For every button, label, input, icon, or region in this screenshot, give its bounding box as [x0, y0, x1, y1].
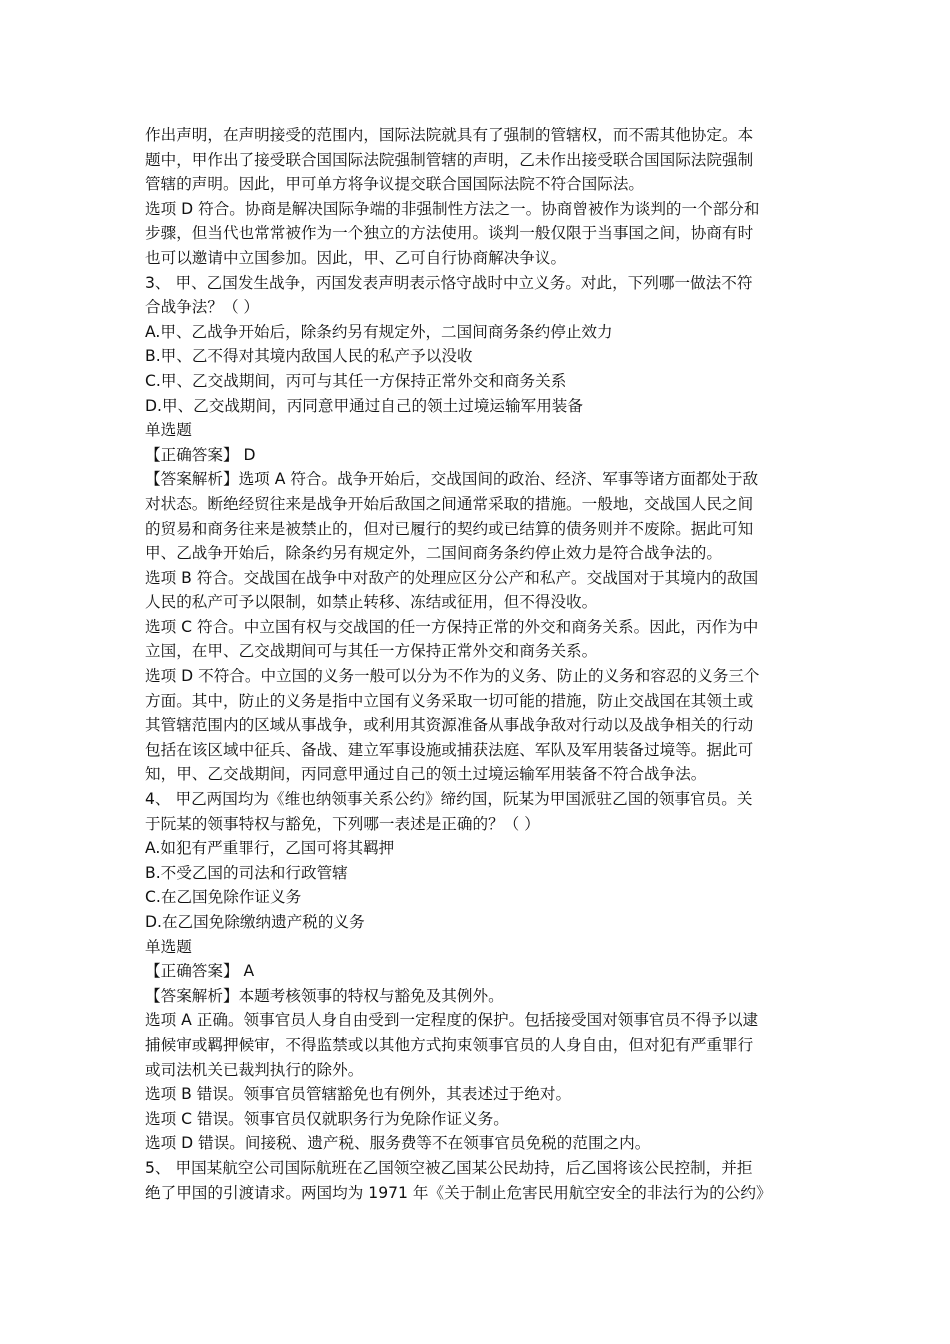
option-a: A.甲、乙战争开始后，除条约另有规定外，二国间商务条约停止效力 — [145, 322, 613, 341]
question-stem: 合战争法？（ ） — [145, 298, 260, 317]
correct-answer: 【正确答案】 A — [145, 962, 255, 981]
text-line: 也可以邀请中立国参加。因此，甲、乙可自行协商解决争议。 — [145, 248, 567, 267]
text-line: 作出声明，在声明接受的范围内，国际法院就具有了强制的管辖权，而不需其他协定。本 — [145, 126, 754, 144]
question-stem: 于阮某的领事特权与豁免，下列哪一表述是正确的？（ ） — [145, 814, 540, 833]
text-line: 包括在该区域中征兵、备战、建立军事设施或捕获法庭、军队及军用装备过境等。据此可 — [145, 740, 754, 759]
option-d: D.甲、乙交战期间，丙同意甲通过自己的领土过境运输军用装备 — [145, 396, 583, 415]
correct-answer: 【正确答案】 D — [145, 445, 256, 464]
question-stem: 3、 甲、乙国发生战争，丙国发表声明表示恪守战时中立义务。对此，下列哪一做法不符 — [145, 273, 753, 292]
option-d: D.在乙国免除缴纳遗产税的义务 — [145, 913, 365, 931]
answer-explanation: 【答案解析】选项 A 符合。战争开始后，交战国间的政治、经济、军事等诸方面都处于敌 — [145, 470, 759, 489]
text-line: 的贸易和商务往来是被禁止的，但对已履行的契约或已结算的债务则并不废除。据此可知 — [145, 519, 754, 538]
text-line: 选项 D 符合。协商是解决国际争端的非强制性方法之一。协商曾被作为谈判的一个部分和 — [145, 199, 760, 218]
text-line: 选项 A 正确。领事官员人身自由受到一定程度的保护。包括接受国对领事官员不得予以逮 — [145, 1011, 759, 1030]
question-type: 单选题 — [145, 421, 192, 440]
question-stem: 绝了甲国的引渡请求。两国均为 1971 年《关于制止危害民用航空安全的非法行为的公约》 — [145, 1183, 772, 1202]
text-line: 其管辖范围内的区域从事战争，或利用其资源准备从事战争敌对行动以及战争相关的行动 — [145, 716, 754, 735]
text-line: 选项 B 错误。领事官员管辖豁免也有例外，其表述过于绝对。 — [145, 1085, 572, 1104]
document-body — [145, 123, 810, 1205]
option-c: C.在乙国免除作证义务 — [145, 888, 302, 907]
text-line: 方面。其中，防止的义务是指中立国有义务采取一切可能的措施，防止交战国在其领土或 — [145, 691, 754, 710]
option-b: B.甲、乙不得对其境内敌国人民的私产予以没收 — [145, 347, 473, 366]
answer-explanation: 【答案解析】本题考核领事的特权与豁免及其例外。 — [145, 986, 504, 1005]
option-b: B.不受乙国的司法和行政管辖 — [145, 863, 348, 882]
text-line: 知，甲、乙交战期间，丙同意甲通过自己的领土过境运输军用装备不符合战争法。 — [145, 765, 707, 784]
text-line: 管辖的声明。因此，甲可单方将争议提交联合国国际法院不符合国际法。 — [145, 175, 645, 194]
text-line: 立国，在甲、乙交战期间可与其任一方保持正常外交和商务关系。 — [145, 642, 598, 661]
text-line: 选项 C 符合。中立国有权与交战国的任一方保持正常的外交和商务关系。因此，丙作为中 — [145, 617, 759, 636]
text-line: 对状态。断绝经贸往来是战争开始后敌国之间通常采取的措施。一般地，交战国人民之间 — [145, 494, 754, 513]
text-line: 题中，甲作出了接受联合国国际法院强制管辖的声明，乙未作出接受联合国国际法院强制 — [145, 150, 754, 169]
option-c: C.甲、乙交战期间，丙可与其任一方保持正常外交和商务关系 — [145, 371, 567, 390]
question-stem: 4、 甲乙两国均为《维也纳领事关系公约》缔约国，阮某为甲国派驻乙国的领事官员。关 — [145, 790, 753, 809]
option-a: A.如犯有严重罪行，乙国可将其羁押 — [145, 839, 395, 858]
question-type: 单选题 — [145, 937, 192, 956]
text-line: 甲、乙战争开始后，除条约另有规定外，二国间商务条约停止效力是符合战争法的。 — [145, 544, 722, 563]
text-line: 人民的私产可予以限制，如禁止转移、冻结或征用，但不得没收。 — [145, 593, 598, 612]
text-line: 选项 D 错误。间接税、遗产税、服务费等不在领事官员免税的范围之内。 — [145, 1134, 651, 1153]
text-line: 选项 D 不符合。中立国的义务一般可以分为不作为的义务、防止的义务和容忍的义务三个 — [145, 667, 760, 686]
question-stem: 5、 甲国某航空公司国际航班在乙国领空被乙国某公民劫持，后乙国将该公民控制，并拒 — [145, 1158, 753, 1177]
text-line: 捕候审或羁押候审，不得监禁或以其他方式拘束领事官员的人身自由，但对犯有严重罪行 — [145, 1035, 754, 1054]
text-line: 选项 B 符合。交战国在战争中对敌产的处理应区分公产和私产。交战国对于其境内的敌国 — [145, 568, 759, 587]
text-line: 选项 C 错误。领事官员仅就职务行为免除作证义务。 — [145, 1109, 509, 1128]
text-line: 步骤，但当代也常常被作为一个独立的方法使用。谈判一般仅限于当事国之间，协商有时 — [145, 224, 754, 243]
text-line: 或司法机关已裁判执行的除外。 — [145, 1060, 364, 1079]
